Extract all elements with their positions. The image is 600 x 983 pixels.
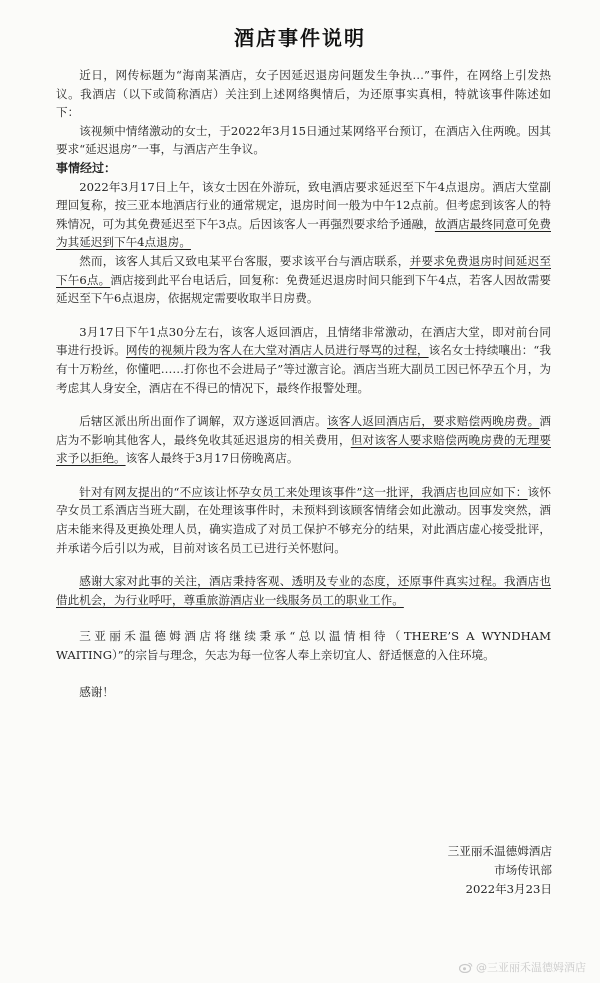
underlined-text: 但对该客人要求赔偿两晚房费的无理要求予以拒绝。 (56, 432, 551, 466)
text-segment: 3月17日下午1点30分左右，该客人返回酒店，且情绪非常激动，在酒店大堂，即对前台同事进行投诉。 (56, 324, 551, 358)
text-segment: 酒店为不影响其他客人，最终免收其延迟退房的相关费用， (56, 414, 551, 447)
text-segment: 该名女士持续嚷出：“我有十万粉丝，你懂吧……打你也不会进局子”等过激言论。酒店当班大副员工因已怀孕五个月，为考虑其人身安全，酒店在不得已的情况下，最终作报警处理。 (56, 343, 551, 395)
underlined-text: 该客人返回酒店后，要求赔偿两晚房费。 (326, 414, 540, 429)
paragraph-lobby-incident (56, 323, 551, 397)
paragraph-police-mediation (56, 412, 551, 468)
signature-org: 三亚丽禾温德姆酒店 (447, 844, 552, 858)
paragraph-thanks-attention (56, 572, 551, 609)
paragraph-brand-promise: 三亚丽禾温德姆酒店将继续秉承“总以温情相待（THERE’S A WYNDHAM WAITING）”的宗旨与理念，矢志为每一位客人奉上亲切宜人、舒适惬意的入住环境。 (56, 629, 551, 663)
underlined-text: 并要求免费退房时间延迟至下午6点。 (56, 253, 551, 287)
text-segment: 该怀孕女员工系酒店当班大副，在处理该事件时，未预料到该顾客情绪会如此激动。因事发突然，酒店未能来得及更换处理人员，确实造成了对员工保护不够充分的结果，对此酒店虚心接受批评，并承诺今后引以为戒，目前对该名员工已进行关怀慰问。 (56, 484, 551, 555)
paragraph-platform-request (56, 252, 551, 308)
underlined-text: 网传的视频片段为客人在大堂对酒店人员进行辱骂的过程， (125, 343, 429, 358)
intro-paragraph-2: 该视频中情绪激动的女士，于2022年3月15日通过某网络平台预订，在酒店入住两晚。因其要求“延迟退房”一事，与酒店产生争议。 (56, 123, 551, 157)
weibo-watermark (459, 959, 586, 975)
page-title: 酒店事件说明 (234, 26, 366, 50)
text-segment: 该客人最终于3月17日傍晚离店。 (125, 451, 299, 466)
text-segment: 后辖区派出所出面作了调解，双方遂返回酒店。 (79, 414, 327, 429)
document-body (56, 66, 551, 701)
thanks-line: 感谢！ (79, 684, 114, 699)
text-segment: 然而，该客人其后又致电某平台客服，要求该平台与酒店联系， (79, 253, 410, 268)
underlined-text: 感谢大家对此事的关注，酒店秉持客观、透明及专业的态度，还原事件真实过程。 (79, 574, 504, 589)
signature-date: 2022年3月23日 (465, 882, 552, 896)
weibo-icon (459, 962, 473, 973)
signature-dept: 市场传讯部 (494, 863, 552, 877)
underlined-text: 针对有网友提出的“不应该让怀孕女员工来处理该事件”这一批评，我酒店也回应如下： (79, 484, 528, 499)
paragraph-pregnant-staff (56, 483, 551, 557)
signature-block (448, 842, 552, 899)
text-segment: 2022年3月17日上午，该女士因在外游玩，致电酒店要求延迟至下午4点退房。酒店大堂副理回复称，按三亚本地酒店行业的通常规定，退房时间一般为中午12点前。但考虑到该客人的特殊情况，可为其免费延迟至下午3点。后因该客人一再强烈要求给予通融， (56, 179, 551, 231)
text-segment: 酒店接到此平台电话后，回复称：免费延迟退房时间只能到下午4点，若客人因故需要延迟至下午6点退房，依据规定需要收取半日房费。 (56, 272, 551, 306)
watermark-text: @三亚丽禾温德姆酒店 (476, 961, 586, 974)
intro-paragraph-1: 近日，网传标题为“海南某酒店，女子因延迟退房问题发生争执…”事件，在网络上引发热议。我酒店（以下或简称酒店）关注到上述网络舆情后，为还原事实真相，特就该事件陈述如下： (56, 68, 551, 120)
paragraph-call-request (56, 178, 551, 252)
process-heading: 事情经过： (56, 160, 117, 175)
underlined-text: 故酒店最终同意可免费为其延迟到下午4点退房。 (56, 216, 551, 250)
underlined-text: 我酒店也借此机会，为行业呼吁，尊重旅游酒店业一线服务员工的职业工作。 (56, 574, 551, 607)
